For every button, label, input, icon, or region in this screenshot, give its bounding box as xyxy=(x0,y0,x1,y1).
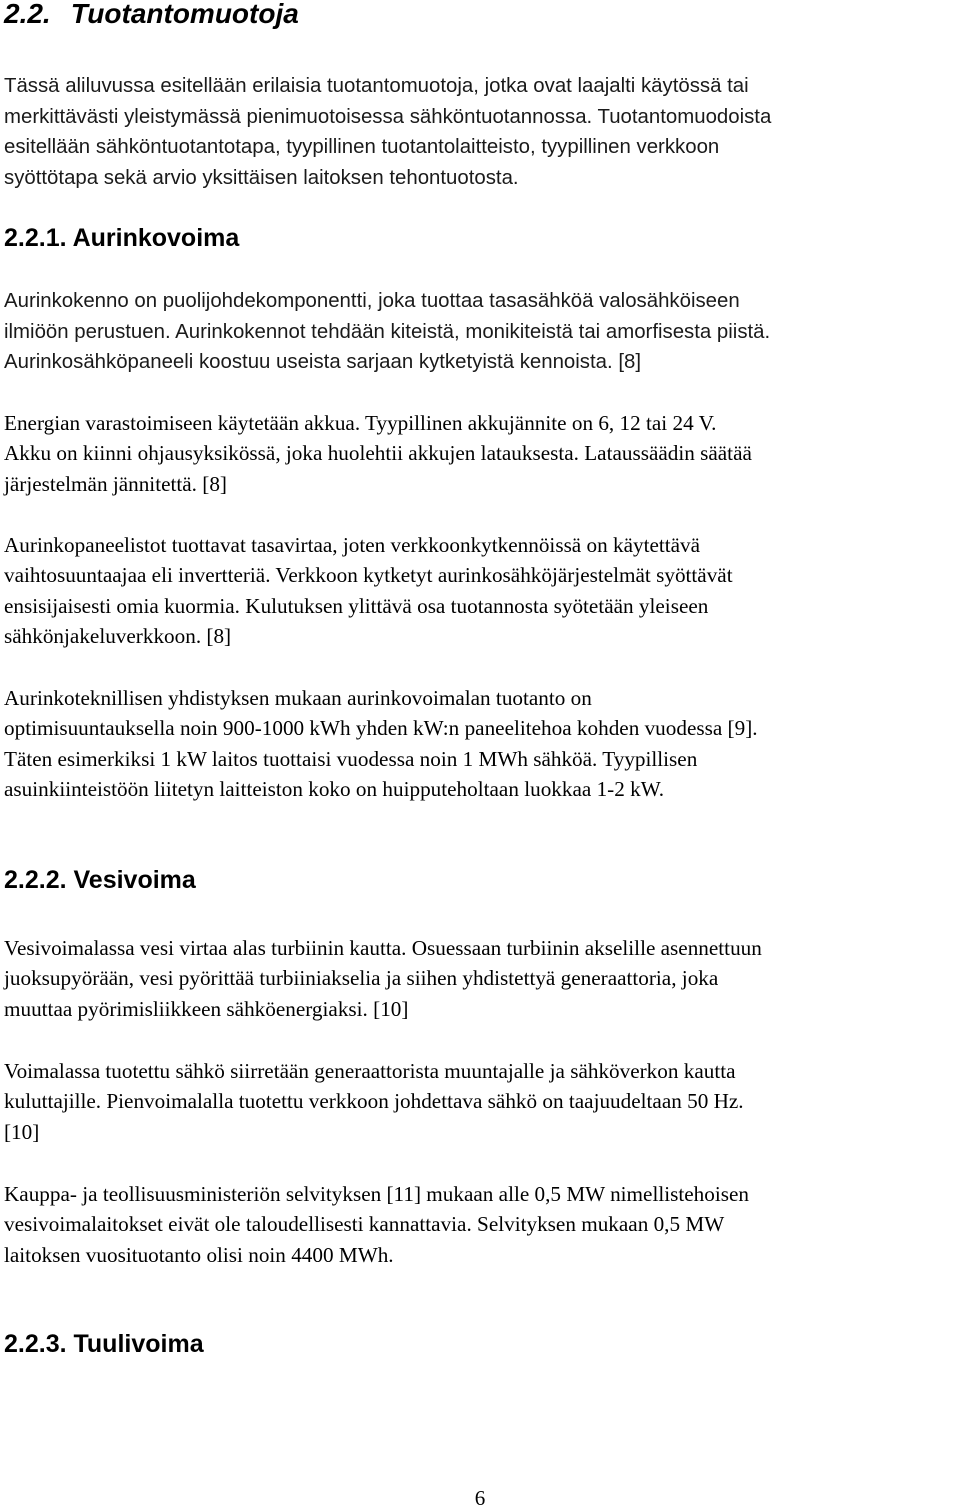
paragraph-line: Aurinkopaneelistot tuottavat tasavirtaa, joten verkkoonkytkennöissä on käytettävä xyxy=(4,533,701,557)
paragraph-line: vaihtosuuntaajaa eli invertteriä. Verkkoon kytketyt aurinkosähköjärjestelmät syöttävät xyxy=(4,563,733,588)
paragraph-line: muuttaa pyörimisliikkeen sähköenergiaksi. [10] xyxy=(4,996,409,1021)
paragraph-inverter xyxy=(4,530,733,651)
subsection-heading-aurinkovoima: 2.2.1. Aurinkovoima xyxy=(4,224,240,252)
paragraph-line: Aurinkoteknillisen yhdistyksen mukaan aurinkovoimalan tuotanto on xyxy=(4,686,592,710)
paragraph-line: Energian varastoimiseen käytetään akkua. Tyypillinen akkujännite on 6, 12 tai 24 V. xyxy=(4,411,717,435)
intro-line: esitellään sähköntuotantotapa, tyypillinen tuotantolaitteisto, tyypillinen verkkoon xyxy=(4,136,720,158)
paragraph-line: vesivoimalaitokset eivät ole taloudellisesti kannattavia. Selvityksen mukaan 0,5 MW xyxy=(4,1212,725,1237)
paragraph-line: [10] xyxy=(4,1119,40,1144)
paragraph-line: asuinkiinteistöön liitetyn laitteiston koko on huipputeholtaan luokkaa 1-2 kW. xyxy=(4,776,665,801)
paragraph-hydro-turbine xyxy=(4,933,762,1024)
page-number: 6 xyxy=(474,1486,486,1510)
section-title: Tuotantomuotoja xyxy=(70,0,299,29)
paragraph-solar-cell xyxy=(4,286,770,378)
paragraph-line: ensisijaisesti omia kuormia. Kulutuksen ylittävä osa tuotannosta syötetään yleiseen xyxy=(4,593,709,618)
paragraph-hydro-economics xyxy=(4,1179,749,1270)
paragraph-line: Aurinkosähköpaneeli koostuu useista sarjaan kytketyistä kennoista. [8] xyxy=(4,351,642,373)
section-number: 2.2. xyxy=(4,0,51,29)
paragraph-line: laitoksen vuosituotanto olisi noin 4400 MWh. xyxy=(4,1242,394,1267)
intro-line: syöttötapa sekä arvio yksittäisen laitoksen tehontuotosta. xyxy=(4,166,519,189)
paragraph-line: Voimalassa tuotettu sähkö siirretään generaattorista muuntajalle ja sähköverkon kautta xyxy=(4,1059,736,1083)
paragraph-battery xyxy=(4,408,752,499)
paragraph-line: sähkönjakeluverkkoon. [8] xyxy=(4,623,232,648)
intro-line: merkittävästi yleistymässä pienimuotoisessa sähköntuotannossa. Tuotantomuodoista xyxy=(4,105,772,128)
intro-line: Tässä aliluvussa esitellään erilaisia tuotantomuotoja, jotka ovat laajalti käytössä tai xyxy=(4,75,749,97)
paragraph-line: ilmiöön perustuen. Aurinkokennot tehdään kiteistä, monikiteistä tai amorfisesta piistä. xyxy=(4,320,771,343)
subsection-heading-tuulivoima: 2.2.3. Tuulivoima xyxy=(4,1330,204,1358)
section-intro xyxy=(4,71,771,193)
paragraph-line: järjestelmän jännitettä. [8] xyxy=(4,471,227,496)
paragraph-hydro-grid xyxy=(4,1056,744,1147)
paragraph-line: Vesivoimalassa vesi virtaa alas turbiinin kautta. Osuessaan turbiinin akselille asennettuun xyxy=(4,936,762,960)
paragraph-solar-production xyxy=(4,683,758,804)
paragraph-line: Akku on kiinni ohjausyksikössä, joka huolehtii akkujen latauksesta. Lataussäädin säätää xyxy=(4,441,752,466)
paragraph-line: juoksupyörään, vesi pyörittää turbiiniakselia ja siihen yhdistettyä generaattoria, joka xyxy=(4,966,719,991)
paragraph-line: Kauppa- ja teollisuusministeriön selvityksen [11] mukaan alle 0,5 MW nimellistehoisen xyxy=(4,1182,749,1206)
paragraph-line: kuluttajille. Pienvoimalalla tuotettu verkkoon johdettava sähkö on taajuudeltaan 50 Hz. xyxy=(4,1089,744,1114)
paragraph-line: optimisuuntauksella noin 900-1000 kWh yhden kW:n paneelitehoa kohden vuodessa [9]. xyxy=(4,716,758,741)
paragraph-line: Täten esimerkiksi 1 kW laitos tuottaisi vuodessa noin 1 MWh sähköä. Tyypillisen xyxy=(4,746,698,771)
subsection-heading-vesivoima: 2.2.2. Vesivoima xyxy=(4,866,196,894)
section-heading xyxy=(4,0,299,34)
paragraph-line: Aurinkokenno on puolijohdekomponentti, joka tuottaa tasasähköä valosähköiseen xyxy=(4,290,740,312)
